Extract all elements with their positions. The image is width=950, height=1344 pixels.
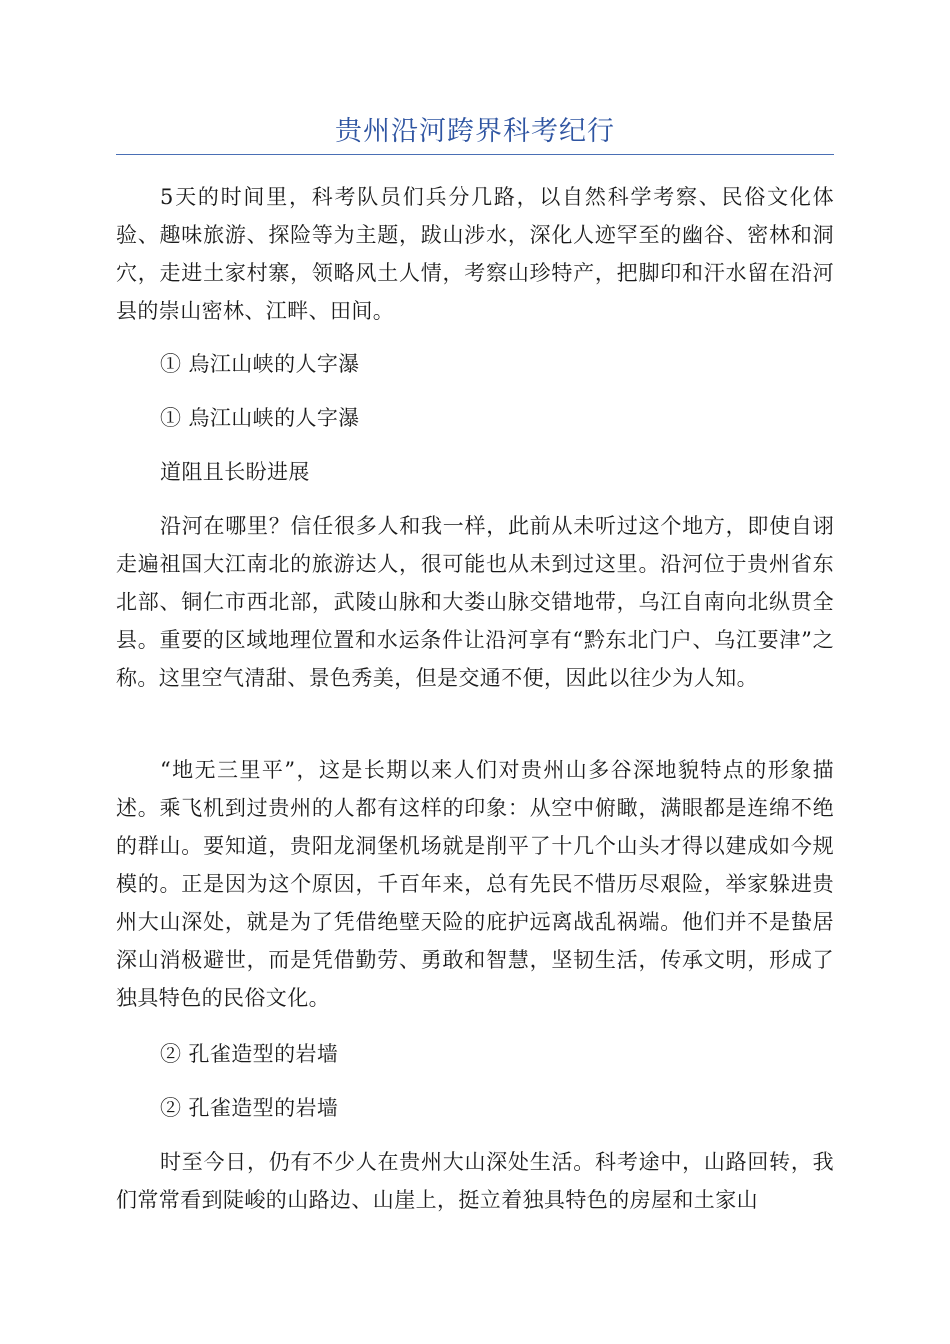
caption-photo-2-repeat: ② 孔雀造型的岩墙 [160, 1096, 339, 1120]
section-heading: 道阻且长盼进展 [160, 460, 310, 484]
paragraph-terrain: “地无三里平”，这是长期以来人们对贵州山多谷深地貌特点的形象描述。乘飞机到过贵州的人都有这样的印象：从空中俯瞰，满眼都是连绵不绝的群山。要知道，贵阳龙洞堡机场就是削平了十几个山头才得以建成如今规模的。正是因为这个原因，千百年来，总有先民不惜历尽艰险，举家躲进贵州大山深处，就是为了凭借绝壁天险的庇护远离战乱祸端。他们并不是蛰居深山消极避世，而是凭借勤劳、勇敢和智慧，坚韧生活，传承文明，形成了独具特色的民俗文化。 [116, 758, 834, 1010]
paragraph-intro: 5天的时间里，科考队员们兵分几路，以自然科学考察、民俗文化体验、趣味旅游、探险等为主题，跋山涉水，深化人迹罕至的幽谷、密林和洞穴，走进土家村寨，领略风土人情，考察山珍特产，把脚印和汗水留在沿河县的崇山密林、江畔、田间。 [116, 185, 834, 323]
caption-photo-1-repeat: ① 烏江山峡的人字瀑 [160, 406, 360, 430]
caption-photo-1: ① 烏江山峡的人字瀑 [160, 352, 360, 376]
document-title: 贵州沿河跨界科考纪行 [335, 116, 615, 147]
paragraph-where-is-yanhe: 沿河在哪里？信任很多人和我一样，此前从未听过这个地方，即使自诩走遍祖国大江南北的旅游达人，很可能也从未到过这里。沿河位于贵州省东北部、铜仁市西北部，武陵山脉和大娄山脉交错地带，乌江自南向北纵贯全县。重要的区域地理位置和水运条件让沿河享有“黔东北门户、乌江要津”之称。这里空气清甜、景色秀美，但是交通不便，因此以往少为人知。 [116, 514, 834, 690]
caption-photo-2: ② 孔雀造型的岩墙 [160, 1042, 339, 1066]
title-underline [116, 154, 834, 155]
paragraph-today: 时至今日，仍有不少人在贵州大山深处生活。科考途中，山路回转，我们常常看到陡峻的山路边、山崖上，挺立着独具特色的房屋和土家山 [116, 1150, 834, 1212]
